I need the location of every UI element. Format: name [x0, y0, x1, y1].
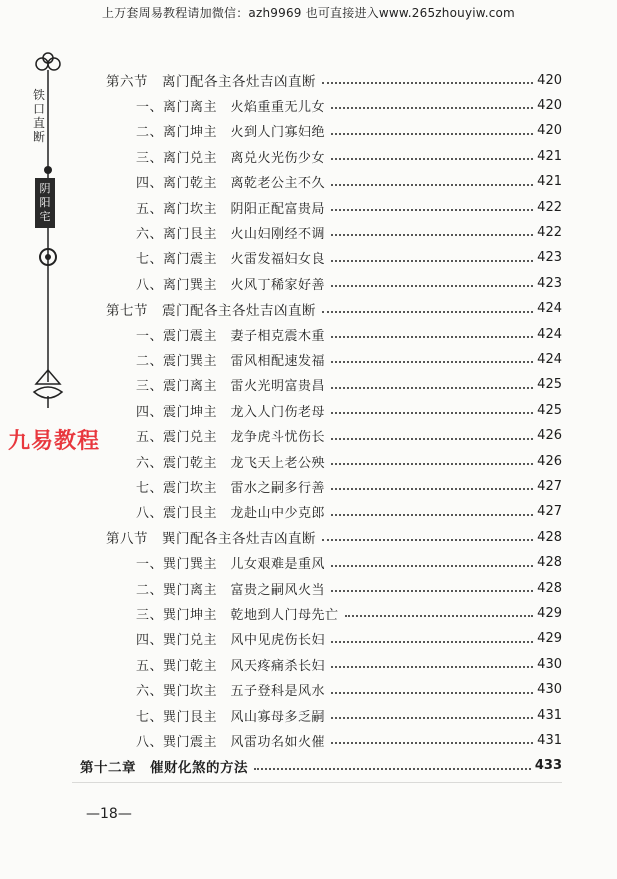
- toc-page-number: 420: [537, 97, 562, 113]
- toc-item[interactable]: [136, 375, 562, 395]
- toc-label: 第七节 震门配各主各灶吉凶直断: [106, 302, 316, 319]
- toc-item[interactable]: [136, 324, 562, 344]
- toc-page-number: 424: [537, 326, 562, 342]
- toc-label: 四、震门坤主 龙入人门伤老母: [136, 404, 326, 420]
- toc-section[interactable]: [106, 70, 562, 90]
- toc-label: 一、离门离主 火焰重重无儿女: [136, 99, 326, 115]
- toc-label: 八、震门艮主 龙赴山中少克郎: [136, 506, 326, 522]
- toc-leader-dots: [331, 361, 533, 363]
- toc-label: 五、震门兑主 龙争虎斗忧伤长: [136, 430, 326, 446]
- toc-item[interactable]: [136, 451, 562, 471]
- toc-page-number: 430: [537, 682, 562, 698]
- toc-label: 三、巽门坤主 乾地到人门母先亡: [136, 607, 339, 623]
- toc-item[interactable]: [136, 578, 562, 598]
- toc-leader-dots: [331, 463, 533, 465]
- toc-item[interactable]: [136, 502, 562, 522]
- book-title-tag: 阴阳宅: [35, 178, 55, 228]
- toc-label: 第十二章 催财化煞的方法: [80, 759, 248, 776]
- toc-item[interactable]: [136, 146, 562, 166]
- toc-leader-dots: [331, 742, 533, 744]
- toc-leader-dots: [322, 539, 533, 541]
- toc-leader-dots: [331, 488, 533, 490]
- toc-page-number: 429: [537, 605, 562, 621]
- toc-label: 二、离门坤主 火到人门寡妇绝: [136, 125, 326, 141]
- toc-label: 五、巽门乾主 风天疼痛杀长妇: [136, 658, 326, 674]
- toc-item[interactable]: [136, 172, 562, 192]
- toc-item[interactable]: [136, 654, 562, 674]
- toc-item[interactable]: [136, 248, 562, 268]
- toc-label: 八、离门巽主 火风丁稀家好善: [136, 277, 326, 293]
- watermark: 九易教程: [8, 429, 101, 454]
- toc-label: 二、震门巽主 雷风相配速发福: [136, 353, 326, 369]
- toc-item[interactable]: [136, 95, 562, 115]
- series-title: 铁口直断: [33, 88, 46, 144]
- toc-page-number: 427: [537, 478, 562, 494]
- toc-leader-dots: [331, 387, 533, 389]
- toc-leader-dots: [331, 666, 533, 668]
- toc-page-number: 420: [537, 123, 562, 139]
- toc-item[interactable]: [136, 273, 562, 293]
- toc-item[interactable]: [136, 705, 562, 725]
- toc-label: 五、离门坎主 阴阳正配富贵局: [136, 201, 326, 217]
- toc-label: 四、巽门兑主 风中见虎伤长妇: [136, 633, 326, 649]
- toc-leader-dots: [331, 158, 533, 160]
- toc-leader-dots: [331, 412, 533, 414]
- toc-leader-dots: [331, 285, 533, 287]
- toc-label: 七、巽门艮主 风山寡母多乏嗣: [136, 709, 326, 725]
- toc-leader-dots: [331, 107, 533, 109]
- toc-page-number: 422: [537, 224, 562, 240]
- toc-label: 四、离门乾主 离乾老公主不久: [136, 176, 326, 192]
- toc-label: 二、巽门离主 富贵之嗣风火当: [136, 582, 326, 598]
- toc-leader-dots: [331, 234, 533, 236]
- page-number: —18—: [86, 806, 132, 822]
- toc-leader-dots: [331, 565, 533, 567]
- toc-page-number: 426: [537, 428, 562, 444]
- toc-section[interactable]: [106, 527, 562, 547]
- toc-item[interactable]: [136, 222, 562, 242]
- toc-leader-dots: [331, 590, 533, 592]
- toc-label: 六、巽门坎主 五子登科是风水: [136, 684, 326, 700]
- toc-page-number: 420: [537, 72, 562, 88]
- toc-item[interactable]: [136, 680, 562, 700]
- toc-item[interactable]: [136, 197, 562, 217]
- toc-leader-dots: [254, 768, 531, 770]
- toc-leader-dots: [331, 209, 533, 211]
- toc-page-number: 424: [537, 351, 562, 367]
- toc-item[interactable]: [136, 476, 562, 496]
- toc-label: 一、巽门巽主 儿女艰难是重风: [136, 557, 326, 573]
- toc-page-number: 428: [537, 580, 562, 596]
- toc-leader-dots: [322, 311, 533, 313]
- toc-page-number: 430: [537, 656, 562, 672]
- toc-page-number: 423: [537, 250, 562, 266]
- toc-page-number: 428: [537, 529, 562, 545]
- toc-leader-dots: [322, 82, 533, 84]
- toc-label: 七、离门震主 火雷发福妇女良: [136, 252, 326, 268]
- toc-page-number: 428: [537, 555, 562, 571]
- toc-label: 七、震门坎主 雷水之嗣多行善: [136, 480, 326, 496]
- toc-leader-dots: [331, 133, 533, 135]
- toc-page-number: 431: [537, 707, 562, 723]
- toc-page-number: 422: [537, 199, 562, 215]
- toc-leader-dots: [331, 336, 533, 338]
- toc-leader-dots: [331, 438, 533, 440]
- toc-leader-dots: [345, 615, 534, 617]
- toc-label: 八、巽门震主 风雷功名如火催: [136, 734, 326, 750]
- toc-item[interactable]: [136, 629, 562, 649]
- toc-leader-dots: [331, 260, 533, 262]
- toc-label: 三、离门兑主 离兑火光伤少女: [136, 150, 326, 166]
- toc-label: 六、震门乾主 龙飞天上老公殃: [136, 455, 326, 471]
- toc-page-number: 424: [537, 301, 562, 317]
- toc-label: 六、离门艮主 火山妇刚经不调: [136, 226, 326, 242]
- toc-page-number: 425: [537, 377, 562, 393]
- divider: [72, 782, 562, 783]
- toc-item[interactable]: [136, 553, 562, 573]
- top-banner: 上万套周易教程请加微信：azh9969 也可直接进入www.265zhouyiw.com: [102, 6, 515, 20]
- toc-page-number: 421: [537, 174, 562, 190]
- toc-leader-dots: [331, 717, 533, 719]
- toc-page-number: 421: [537, 148, 562, 164]
- toc-item[interactable]: [136, 400, 562, 420]
- toc-label: 一、震门震主 妻子相克震木重: [136, 328, 326, 344]
- toc-item[interactable]: [136, 121, 562, 141]
- toc-page-number: 427: [537, 504, 562, 520]
- toc-page-number: 429: [537, 631, 562, 647]
- toc-page-number: 426: [537, 453, 562, 469]
- toc-leader-dots: [331, 692, 533, 694]
- toc-item[interactable]: [136, 426, 562, 446]
- toc-page-number: 423: [537, 275, 562, 291]
- toc-leader-dots: [331, 641, 533, 643]
- toc-label: 第八节 巽门配各主各灶吉凶直断: [106, 531, 316, 548]
- toc-leader-dots: [331, 184, 533, 186]
- toc-page-number: 425: [537, 402, 562, 418]
- toc-item[interactable]: [136, 730, 562, 750]
- toc-item[interactable]: [136, 349, 562, 369]
- toc-label: 第六节 离门配各主各灶吉凶直断: [106, 74, 316, 90]
- toc-chapter[interactable]: [80, 756, 562, 776]
- toc-item[interactable]: [136, 603, 562, 623]
- toc-page-number: 433: [534, 758, 562, 774]
- toc-page-number: 431: [537, 732, 562, 748]
- toc-section[interactable]: [106, 299, 562, 319]
- toc-leader-dots: [331, 514, 533, 516]
- toc-label: 三、震门离主 雷火光明富贵昌: [136, 379, 326, 395]
